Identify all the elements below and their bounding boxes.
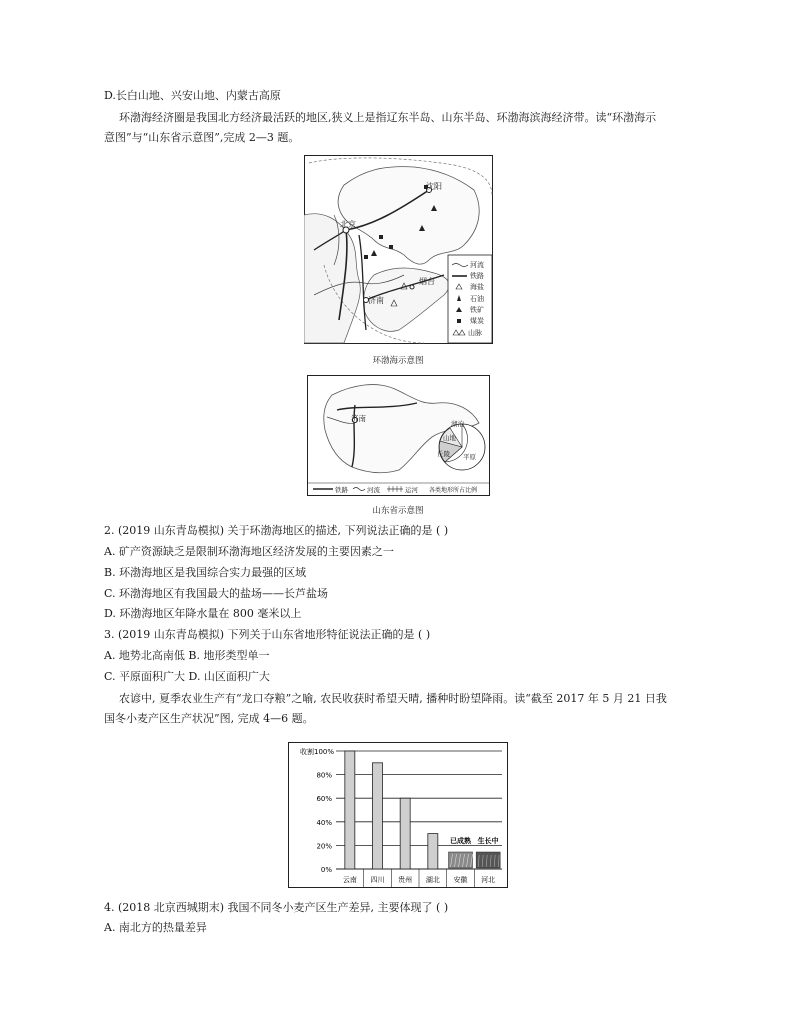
bohai-map-caption: 环渤海示意图 [372, 356, 424, 366]
y-tick-label: 60% [316, 795, 332, 804]
city-label-shenyang: 沈阳 [426, 182, 442, 191]
x-tick-label: 河北 [481, 876, 496, 884]
pie-label-mountains: 山地 [443, 434, 456, 442]
bar-0 [345, 751, 355, 869]
y-tick-label: 80% [316, 771, 332, 780]
x-tick-label: 湖北 [425, 876, 440, 884]
bar-2 [400, 798, 410, 869]
question-2-option-d: D. 环渤海地区年降水量在 800 毫米以上 [104, 607, 302, 620]
annotation-growing: 生长中 [477, 837, 499, 845]
bar-3 [428, 834, 438, 869]
legend-mountain: 山脉 [468, 329, 482, 337]
x-tick-label: 安徽 [453, 876, 468, 884]
legend-oil: 石油 [470, 295, 484, 303]
city-label-jinan-2: 济南 [351, 414, 366, 423]
question-4: 4. (2018 北京西城期末) 我国不同冬小麦产区生产差异, 主要体现了 ( ) [104, 901, 449, 914]
city-label-jinan: 济南 [368, 296, 384, 305]
legend-railway: 铁路 [470, 272, 484, 280]
shandong-map-caption: 山东省示意图 [372, 506, 424, 516]
y-tick-label: 0% [320, 866, 332, 874]
question-4-option-a: A. 南北方的热量差异 [104, 921, 207, 934]
legend-canal-2: 运河 [405, 486, 418, 494]
annotation-ripe: 已成熟 [450, 837, 471, 845]
intro-paragraph-1: 环渤海经济圈是我国北方经济最活跃的地区,狭义上是指辽东半岛、山东半岛、环渤海滨海经济带。读“环渤海示 [119, 111, 657, 124]
legend-coal: 煤炭 [470, 317, 484, 325]
y-axis-label: 收割100% [299, 748, 334, 756]
bar-1 [373, 763, 383, 869]
x-tick-label: 云南 [342, 876, 357, 884]
city-label-yantai: 烟台 [419, 277, 435, 286]
x-tick-label: 贵州 [398, 876, 413, 884]
question-2-option-c: C. 环渤海地区有我国最大的盐场——长芦盐场 [104, 587, 329, 600]
intro-paragraph-2: 农谚中, 夏季农业生产有“龙口夺粮”之喻, 农民收获时希望天晴, 播种时盼望降雨。读“截至 2017 年 5 月 21 日我 [119, 692, 667, 705]
growing-wheat-photo [476, 852, 500, 868]
y-tick-label: 20% [316, 842, 332, 851]
shandong-map [307, 375, 490, 496]
question-2: 2. (2019 山东青岛模拟) 关于环渤海地区的描述, 下列说法正确的是 ( ) [104, 524, 449, 537]
intro-paragraph-1-cont: 意图”与“山东省示意图”,完成 2—3 题。 [104, 131, 300, 144]
wheat-harvest-chart [288, 742, 508, 888]
question-3-options-cd: C. 平原面积广大 D. 山区面积广大 [104, 670, 270, 683]
question-2-option-a: A. 矿产资源缺乏是限制环渤海地区经济发展的主要因素之一 [104, 545, 394, 558]
question-3-options-ab: A. 地势北高南低 B. 地形类型单一 [104, 649, 270, 662]
legend-railway-2: 铁路 [335, 486, 348, 494]
legend-river: 河流 [470, 261, 484, 269]
y-tick-label: 40% [316, 818, 332, 827]
intro-paragraph-2-cont: 国冬小麦产区生产状况”图, 完成 4—6 题。 [104, 712, 314, 725]
bohai-map [304, 155, 493, 344]
legend-iron: 铁矿 [470, 306, 484, 314]
question-2-option-b: B. 环渤海地区是我国综合实力最强的区域 [104, 566, 307, 579]
pie-label-hills: 丘陵 [437, 450, 450, 458]
legend-salt: 海盐 [470, 283, 484, 291]
question-3: 3. (2019 山东青岛模拟) 下列关于山东省地形特征说法正确的是 ( ) [104, 628, 431, 641]
q1-option-d: D.长白山地、兴安山地、内蒙古高原 [104, 89, 281, 102]
pie-label-lake: 湖泊 [451, 420, 464, 428]
city-label-beijing: 北京 [340, 220, 356, 229]
legend-river-2: 河流 [367, 486, 380, 494]
pie-caption: 各类地形所占比例 [429, 487, 478, 494]
x-tick-label: 四川 [370, 876, 385, 884]
pie-label-plain: 平原 [463, 453, 476, 461]
